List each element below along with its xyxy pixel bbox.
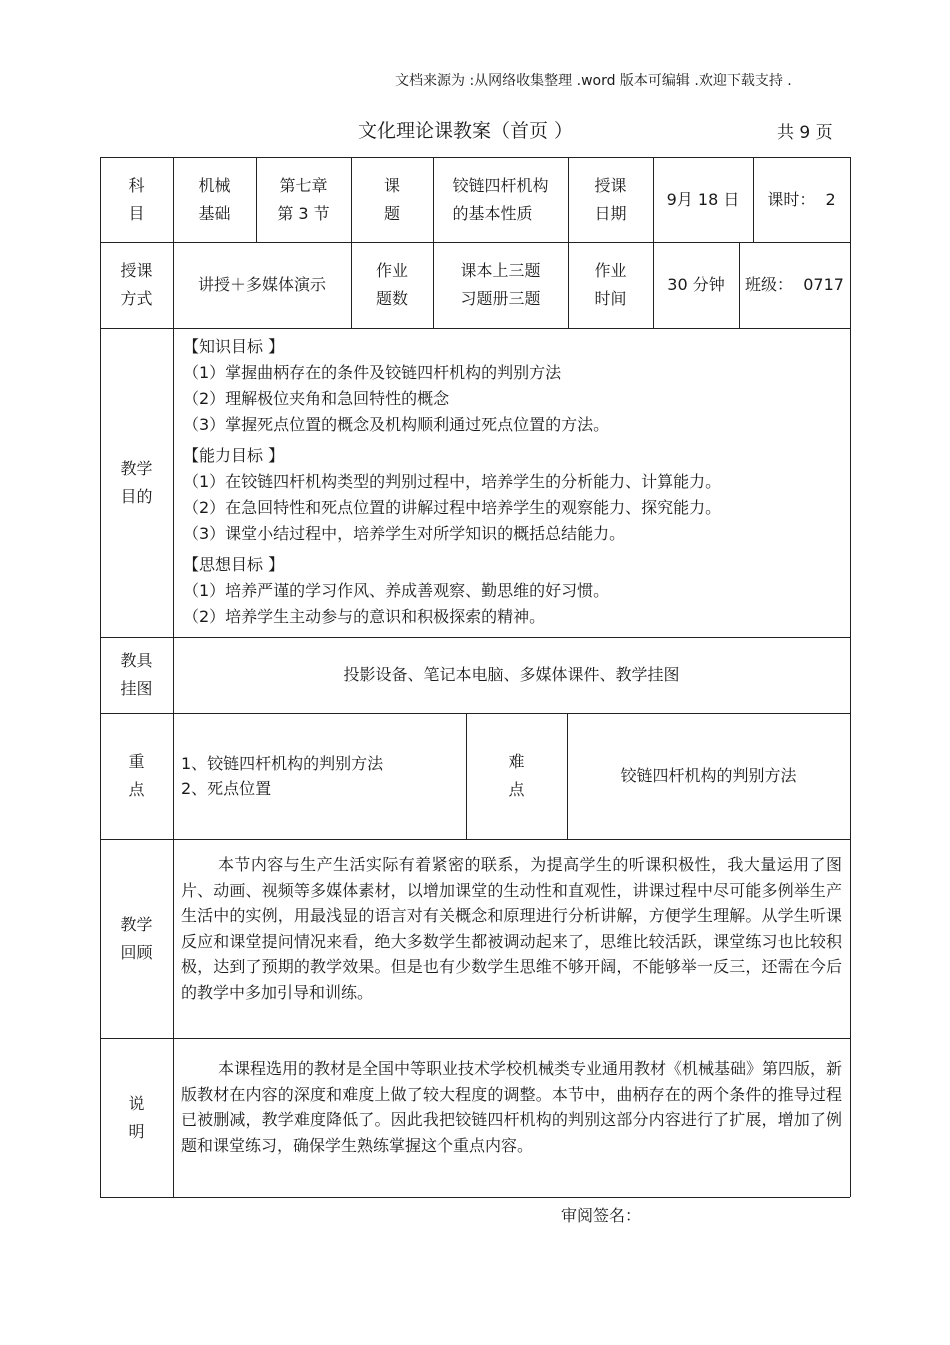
list-item: 1、铰链四杆机构的判别方法 xyxy=(181,754,384,773)
key-points-label: 重 点 xyxy=(128,752,145,799)
topic-value: 铰链四杆机构 的基本性质 xyxy=(452,175,549,223)
list-item: （3）课堂小结过程中，培养学生对所学知识的概括总结能力。 xyxy=(183,524,626,543)
ability-heading: 【能力目标 】 xyxy=(183,446,285,465)
review-label: 教学 回顾 xyxy=(120,914,153,962)
doc-title: 文化理论课教案（首页 ） xyxy=(358,120,574,142)
homework-count-value: 课本上三题 习题册三题 xyxy=(460,261,541,308)
objectives-content xyxy=(183,334,843,630)
list-item: （1）在铰链四杆机构类型的判别过程中，培养学生的分析能力、计算能力。 xyxy=(183,472,722,491)
class-number: 班级： 0717 xyxy=(745,275,844,294)
table-border-right xyxy=(850,157,851,1197)
key-points-list xyxy=(181,713,461,839)
table-rule xyxy=(100,839,850,840)
date-label: 授课 日期 xyxy=(594,175,627,223)
page-count: 共 9 页 xyxy=(777,123,833,143)
list-item: （3）掌握死点位置的概念及机构顺利通过死点位置的方法。 xyxy=(183,415,610,434)
class-hours: 课时： 2 xyxy=(767,189,836,209)
list-item: （2）培养学生主动参与的意识和积极探索的精神。 xyxy=(183,607,546,626)
method-label: 授课 方式 xyxy=(120,261,153,308)
list-item: 2、死点位置 xyxy=(181,779,272,798)
list-item: （1）培养严谨的学习作风、养成善观察、勤思维的好习惯。 xyxy=(183,581,610,600)
difficulty-value: 铰链四杆机构的判别方法 xyxy=(620,766,797,785)
subject-value: 机械 基础 xyxy=(198,175,231,223)
notes-label: 说 明 xyxy=(128,1093,145,1141)
notes-text: 本课程选用的教材是全国中等职业技术学校机械类专业通用教材《机械基础》第四版，新版教材在内容的深度和难度上做了较大程度的调整。本节中，曲柄存在的两个条件的推导过程已被删减，教学难度降低了。因此我把铰链四杆机构的判别这部分内容进行了扩展，增加了例题和课堂练习，确保学生熟练掌握这个重点内容。 xyxy=(181,1059,843,1155)
table-border-bottom xyxy=(100,1197,850,1198)
tools-label: 教具 挂图 xyxy=(120,651,153,698)
thought-heading: 【思想目标 】 xyxy=(183,555,285,574)
table-rule xyxy=(100,328,850,329)
objectives-label: 教学 目的 xyxy=(120,458,153,506)
table-rule xyxy=(100,1038,850,1039)
chapter-section: 第七章 第 3 节 xyxy=(277,175,330,223)
list-item: （1）掌握曲柄存在的条件及铰链四杆机构的判别方法 xyxy=(183,363,562,382)
header-note: 文档来源为 :从网络收集整理 .word 版本可编辑 .欢迎下载支持 . xyxy=(395,73,792,89)
homework-count-label: 作业 题数 xyxy=(375,261,408,308)
signature-label: 审阅签名： xyxy=(561,1206,642,1225)
topic-label: 课 题 xyxy=(383,175,400,223)
date-value: 9月 18 日 xyxy=(666,189,740,209)
tools-value: 投影设备、笔记本电脑、多媒体课件、教学挂图 xyxy=(343,665,680,684)
difficulty-label: 难 点 xyxy=(508,752,525,799)
list-item: （2）理解极位夹角和急回特性的概念 xyxy=(183,389,450,408)
homework-time-label: 作业 时间 xyxy=(594,261,627,308)
homework-time-value: 30 分钟 xyxy=(667,275,725,294)
subject-label: 科 目 xyxy=(128,175,145,223)
method-value: 讲授＋多媒体演示 xyxy=(197,275,326,294)
list-item: （2）在急回特性和死点位置的讲解过程中培养学生的观察能力、探究能力。 xyxy=(183,498,722,517)
review-text: 本节内容与生产生活实际有着紧密的联系，为提高学生的听课积极性，我大量运用了图片、动画、视频等多媒体素材，以增加课堂的生动性和直观性，讲课过程中尽可能多例举生产生活中的实例，用最浅显的语言对有关概念和原理进行分析讲解，方便学生理解。从学生听课反应和课堂提问情况来看，绝大多数学生都被调动起来了，思维比较活跃，课堂练习也比较积极，达到了预期的教学效果。但是也有少数学生思维不够开阔，不能够举一反三，还需在今后的教学中多加引导和训练。 xyxy=(181,855,842,1002)
knowledge-heading: 【知识目标 】 xyxy=(183,337,285,356)
